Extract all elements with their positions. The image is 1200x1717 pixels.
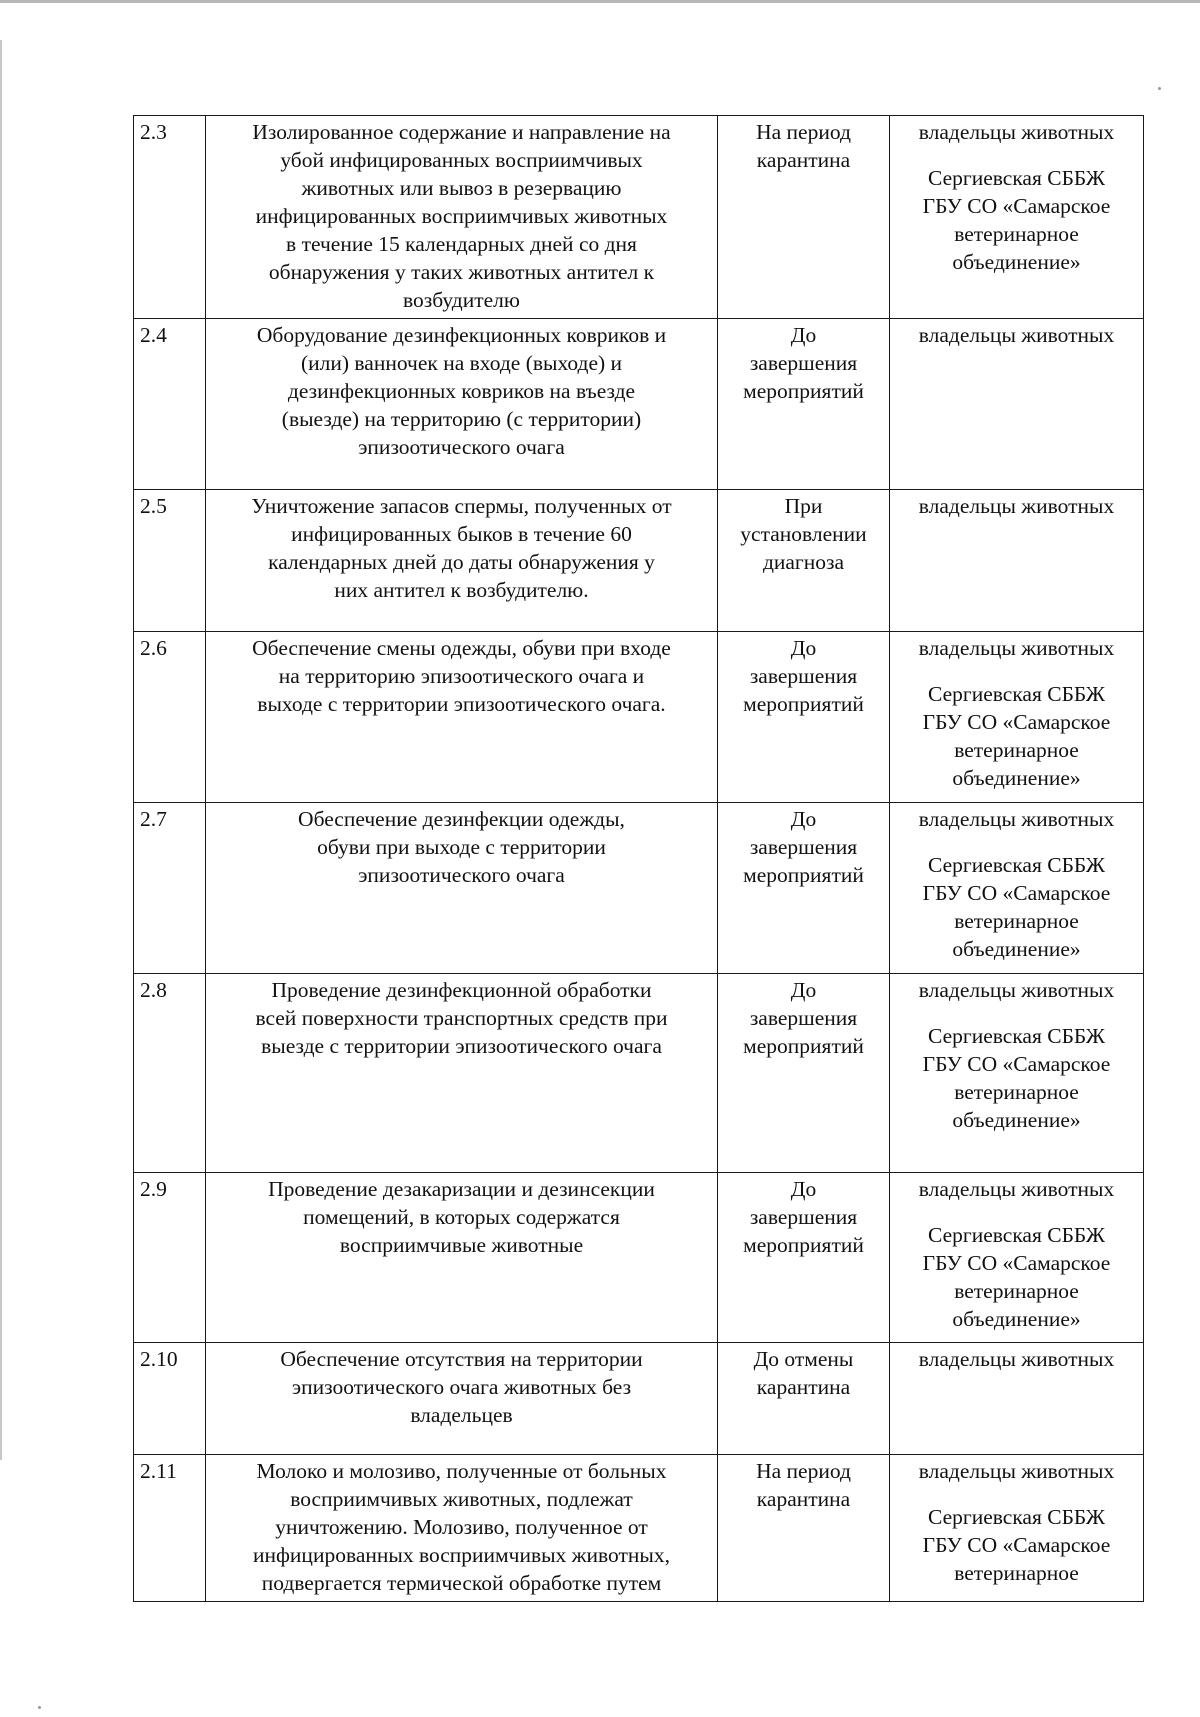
measure-description [206,1173,718,1343]
measure-description [206,319,718,490]
row-number: 2.11 [134,1455,206,1602]
deadline-line: До отмены [753,1347,854,1371]
responsible-agency-line: ГБУ СО «Самарское [922,1052,1111,1076]
deadline-line: карантина [756,148,851,172]
scan-edge-left [0,40,2,1460]
measure-line: подвергается термической обработке путем [261,1571,662,1595]
deadline-line: мероприятий [743,1233,864,1257]
responsible-agency-line: ГБУ СО «Самарское [922,881,1111,905]
responsible-agency-line: объединение» [952,766,1081,790]
measure-line: эпизоотического очага животных без [291,1375,632,1399]
responsible [890,319,1144,490]
measure-line: дезинфекционных ковриков на въезде [287,379,636,403]
responsible-owners: владельцы животных [918,978,1115,1002]
measure-line: Молоко и молозиво, полученные от больных [256,1459,667,1483]
measures-table [133,115,1144,1602]
deadline-line: До [790,807,817,831]
responsible-agency-line: Сергиевская СББЖ [927,1223,1106,1247]
deadline-line: диагноза [762,550,845,574]
measure-line: эпизоотического очага [358,435,565,459]
row-number: 2.8 [134,974,206,1173]
measure-line: выезде с территории эпизоотического очага [261,1034,662,1058]
deadline [718,490,890,632]
responsible-agency-line: ветеринарное [954,1080,1079,1104]
table-row [134,974,1144,1173]
deadline [718,974,890,1173]
measure-line: Изолированное содержание и направление на [252,120,671,144]
deadline-line: карантина [756,1487,851,1511]
measure-line: (выезде) на территорию (с территории) [281,407,642,431]
measure-line: инфицированных быков в течение 60 [291,522,632,546]
table-row [134,319,1144,490]
responsible-agency-line: ветеринарное [954,1279,1079,1303]
responsible-owners: владельцы животных [918,807,1115,831]
deadline-line: При [784,494,823,518]
deadline [718,803,890,974]
responsible-owners: владельцы животных [918,1177,1115,1201]
measure-description [206,116,718,319]
responsible-agency-line: объединение» [952,1108,1081,1132]
measure-line: инфицированных восприимчивых животных, [252,1543,670,1567]
measure-line: восприимчивые животные [339,1233,584,1257]
deadline [718,1455,890,1602]
responsible [890,974,1144,1173]
measure-line: календарных дней до даты обнаружения у [268,550,655,574]
table-row [134,1173,1144,1343]
measure-line: них антител к возбудителю. [334,578,589,602]
measure-line: возбудителю [403,288,520,312]
measure-line: владельцев [410,1403,513,1427]
measure-line: обнаружения у таких животных антител к [268,260,655,284]
deadline-line: До [790,323,817,347]
measure-line: Уничтожение запасов спермы, полученных от [251,494,672,518]
row-number: 2.7 [134,803,206,974]
measure-line: животных или вывоз в резервацию [301,176,622,200]
table-row [134,1343,1144,1455]
responsible [890,1455,1144,1602]
responsible [890,1343,1144,1455]
row-number: 2.9 [134,1173,206,1343]
deadline-line: До [790,1177,817,1201]
deadline [718,116,890,319]
deadline-line: На период [756,120,851,144]
responsible [890,1173,1144,1343]
responsible-agency-line: ГБУ СО «Самарское [922,710,1111,734]
measure-line: уничтожению. Молозиво, полученное от [275,1515,648,1539]
measure-line: восприимчивых животных, подлежат [290,1487,633,1511]
table-row [134,803,1144,974]
responsible-owners: владельцы животных [918,494,1115,518]
responsible-agency-line: ветеринарное [954,1561,1079,1585]
deadline [718,632,890,803]
deadline-line: установлении [740,522,867,546]
responsible-agency-line: ГБУ СО «Самарское [922,194,1111,218]
responsible-owners: владельцы животных [918,323,1115,347]
responsible [890,803,1144,974]
responsible-agency-line: объединение» [952,250,1081,274]
measure-line: инфицированных восприимчивых животных [255,204,668,228]
deadline-line: мероприятий [743,692,864,716]
deadline-line: завершения [749,664,858,688]
responsible-agency-line: Сергиевская СББЖ [927,1024,1106,1048]
responsible-agency-line: Сергиевская СББЖ [927,166,1106,190]
measure-line: обуви при выходе с территории [317,835,606,859]
responsible-owners: владельцы животных [918,1459,1115,1483]
deadline [718,1343,890,1455]
measure-line: Обеспечение смены одежды, обуви при входе [252,636,671,660]
responsible [890,490,1144,632]
measure-line: Проведение дезакаризации и дезинсекции [268,1177,655,1201]
measure-line: в течение 15 календарных дней со дня [286,232,637,256]
measure-description [206,1455,718,1602]
deadline-line: мероприятий [743,863,864,887]
scan-edge-top [0,0,1200,3]
measure-description [206,803,718,974]
responsible-agency-line: ветеринарное [954,738,1079,762]
measure-line: (или) ванночек на входе (выходе) и [300,351,623,375]
deadline-line: завершения [749,1205,858,1229]
deadline-line: До [790,978,817,1002]
row-number: 2.6 [134,632,206,803]
deadline-line: завершения [749,351,858,375]
measure-line: Обеспечение отсутствия на территории [280,1347,643,1371]
scan-speck [1158,87,1161,90]
responsible-owners: владельцы животных [918,636,1115,660]
deadline-line: завершения [749,1006,858,1030]
table-row [134,1455,1144,1602]
responsible-agency-line: ветеринарное [954,909,1079,933]
measure-description [206,490,718,632]
measure-line: Оборудование дезинфекционных ковриков и [256,323,667,347]
scan-speck [38,1706,41,1709]
row-number: 2.4 [134,319,206,490]
row-number: 2.3 [134,116,206,319]
measure-line: эпизоотического очага [358,863,565,887]
deadline-line: завершения [749,835,858,859]
responsible-owners: владельцы животных [918,120,1115,144]
responsible-agency-line: Сергиевская СББЖ [927,682,1106,706]
row-number: 2.10 [134,1343,206,1455]
responsible-agency-line: Сергиевская СББЖ [927,1505,1106,1529]
measure-line: всей поверхности транспортных средств при [255,1006,668,1030]
table-row [134,490,1144,632]
responsible [890,116,1144,319]
deadline-line: До [790,636,817,660]
measure-description [206,632,718,803]
responsible-agency-line: объединение» [952,1307,1081,1331]
measure-line: на территорию эпизоотического очага и [278,664,645,688]
responsible-agency-line: ГБУ СО «Самарское [922,1251,1111,1275]
deadline-line: На период [756,1459,851,1483]
responsible-agency-line: Сергиевская СББЖ [927,853,1106,877]
measure-line: выходе с территории эпизоотического очага. [257,692,666,716]
measures-table-body [134,116,1144,1602]
measure-line: Обеспечение дезинфекции одежды, [298,807,625,831]
responsible-agency-line: ГБУ СО «Самарское [922,1533,1111,1557]
measure-line: Проведение дезинфекционной обработки [271,978,652,1002]
table-row [134,116,1144,319]
table-row [134,632,1144,803]
deadline-line: карантина [756,1375,851,1399]
deadline-line: мероприятий [743,1034,864,1058]
deadline [718,1173,890,1343]
responsible-owners: владельцы животных [918,1347,1115,1371]
responsible-agency-line: объединение» [952,937,1081,961]
measure-description [206,1343,718,1455]
deadline [718,319,890,490]
measure-line: убой инфицированных восприимчивых [280,148,643,172]
measure-description [206,974,718,1173]
row-number: 2.5 [134,490,206,632]
responsible-agency-line: ветеринарное [954,222,1079,246]
measure-line: помещений, в которых содержатся [303,1205,620,1229]
deadline-line: мероприятий [743,379,864,403]
responsible [890,632,1144,803]
